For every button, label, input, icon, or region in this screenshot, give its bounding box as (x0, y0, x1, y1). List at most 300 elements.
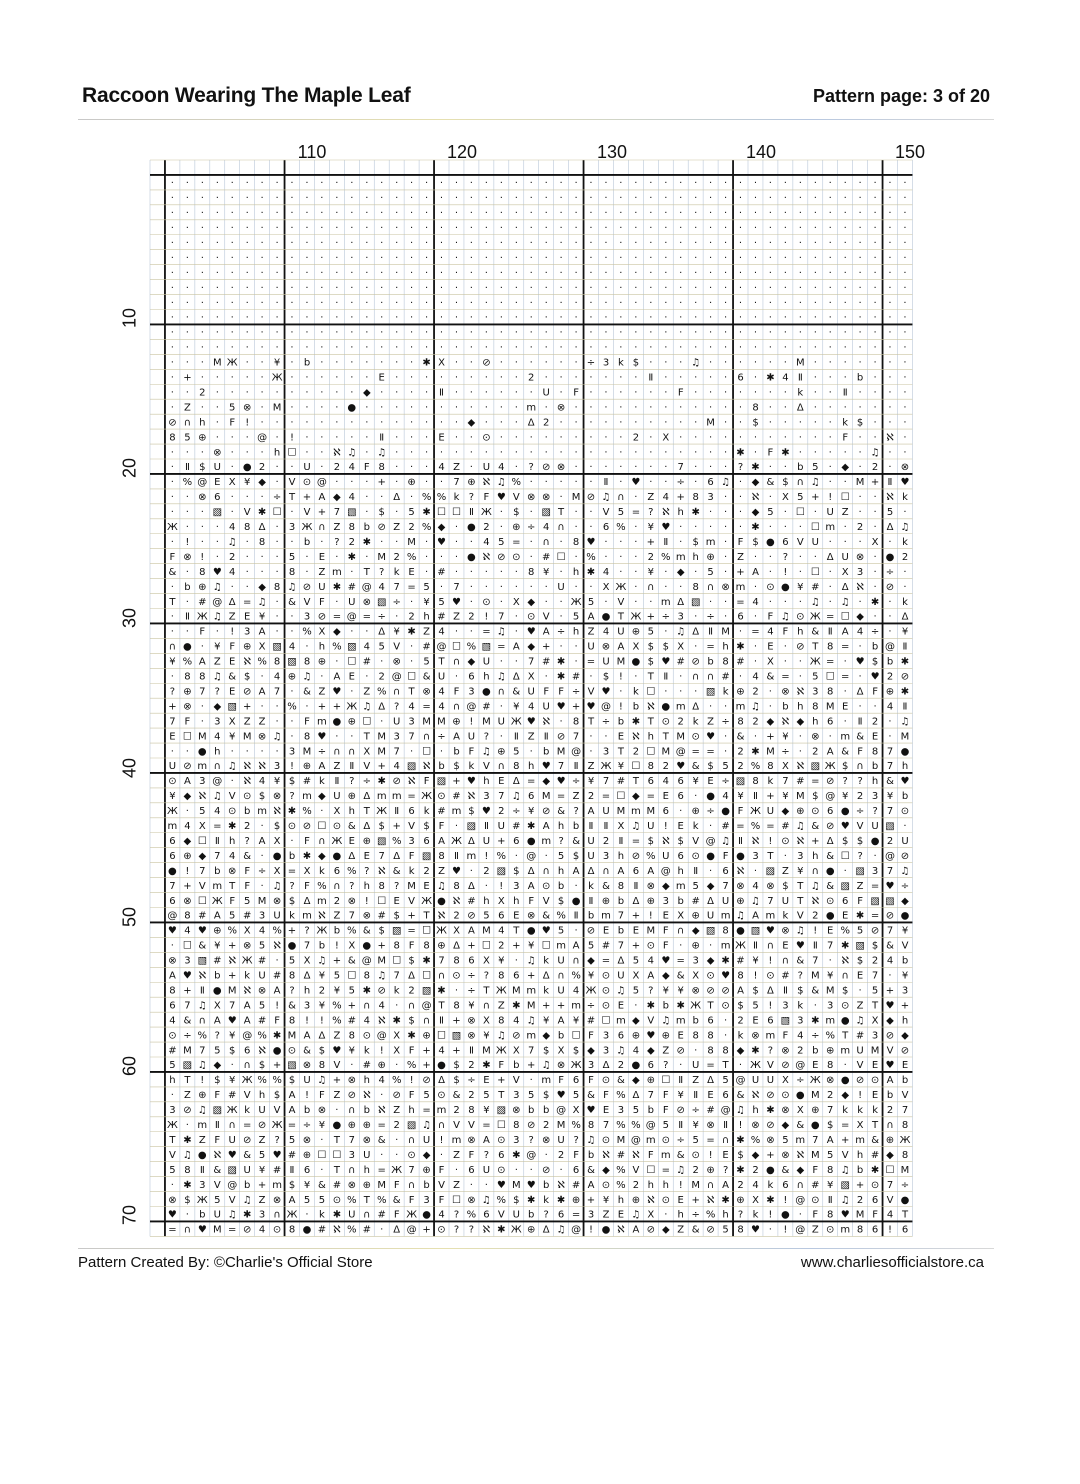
stitch-symbol: ♫ (377, 970, 387, 982)
stitch-symbol: # (452, 791, 461, 803)
stitch-symbol: · (499, 507, 503, 519)
stitch-symbol: V (482, 761, 490, 773)
stitch-symbol: · (439, 252, 444, 264)
stitch-symbol: · (185, 193, 189, 205)
stitch-symbol: V (438, 1179, 445, 1191)
stitch-symbol: · (694, 477, 698, 489)
stitch-symbol: · (350, 387, 354, 399)
stitch-symbol: 5 (632, 1105, 640, 1117)
stitch-symbol: b (617, 716, 625, 728)
stitch-symbol: Ⅱ (379, 432, 385, 444)
stitch-symbol: 2 (408, 522, 415, 533)
stitch-symbol: 2 (752, 686, 759, 698)
stitch-symbol: ✱ (556, 671, 566, 683)
stitch-symbol: 7 (901, 1105, 909, 1117)
stitch-symbol: 8 (617, 880, 625, 892)
stitch-symbol: $ (707, 761, 714, 773)
stitch-symbol: · (380, 297, 384, 309)
stitch-symbol: · (484, 267, 488, 279)
stitch-symbol: m (645, 1135, 656, 1146)
stitch-symbol: ◆ (602, 1164, 610, 1176)
stitch-symbol: F (662, 1105, 669, 1117)
stitch-symbol: M (212, 357, 222, 369)
stitch-symbol: 3 (602, 357, 610, 369)
stitch-symbol: · (290, 238, 294, 249)
stitch-symbol: · (499, 327, 503, 339)
stitch-symbol: ✱ (347, 551, 356, 563)
stitch-symbol: V (408, 895, 416, 907)
stitch-symbol: 3 (692, 955, 699, 967)
stitch-symbol: ¥ (842, 791, 849, 803)
stitch-symbol: · (454, 537, 459, 548)
stitch-symbol: b (617, 895, 625, 907)
stitch-symbol: · (664, 402, 668, 414)
stitch-symbol: A (542, 626, 550, 638)
stitch-symbol: · (664, 477, 668, 489)
stitch-symbol: 6 (169, 836, 176, 847)
stitch-symbol: · (604, 387, 608, 399)
stitch-symbol: · (559, 611, 563, 623)
stitch-symbol: · (514, 178, 518, 190)
stitch-symbol: m (660, 596, 671, 608)
stitch-symbol: 7 (453, 477, 460, 489)
stitch-symbol: E (632, 925, 640, 937)
stitch-symbol: ⊕ (452, 716, 461, 728)
stitch-symbol: ✱ (243, 1209, 252, 1221)
stitch-symbol: V (542, 895, 550, 907)
stitch-symbol: · (320, 193, 324, 205)
stitch-symbol: = (482, 626, 491, 638)
stitch-symbol: · (783, 297, 787, 309)
stitch-symbol: F (573, 1149, 579, 1161)
stitch-symbol: 6 (169, 850, 176, 862)
stitch-symbol: ∩ (796, 1179, 804, 1191)
stitch-symbol: ● (661, 701, 671, 713)
stitch-symbol: ∩ (243, 1060, 251, 1072)
stitch-symbol: X (871, 537, 879, 548)
stitch-symbol: ▧ (227, 1164, 237, 1176)
stitch-symbol: · (170, 626, 174, 638)
stitch-symbol: = (482, 1120, 491, 1131)
stitch-symbol: A (752, 566, 759, 578)
stitch-symbol: · (275, 282, 279, 294)
stitch-symbol: · (499, 447, 503, 459)
stitch-symbol: · (559, 372, 563, 384)
stitch-symbol: X (258, 641, 266, 653)
stitch-symbol: 4 (378, 1075, 385, 1087)
stitch-symbol: ¥ (602, 1194, 610, 1206)
stitch-symbol: U (168, 761, 177, 773)
stitch-symbol: b (871, 761, 879, 773)
stitch-symbol: · (365, 357, 369, 369)
stitch-symbol: · (305, 297, 309, 309)
stitch-symbol: ✱ (900, 656, 910, 668)
stitch-symbol: · (843, 686, 847, 698)
stitch-symbol: @ (675, 746, 686, 758)
stitch-symbol: 5 (348, 985, 355, 997)
stitch-symbol: T (872, 1000, 879, 1012)
stitch-symbol: 4 (438, 1209, 445, 1221)
stitch-symbol: ⊘ (512, 1030, 521, 1042)
stitch-symbol: · (200, 267, 204, 279)
stitch-symbol: 6 (647, 1060, 654, 1072)
stitch-symbol: ⊕ (706, 1164, 715, 1176)
stitch-symbol: X (228, 716, 236, 728)
stitch-symbol: ♫ (840, 1164, 850, 1176)
stitch-symbol: m (167, 821, 178, 832)
stitch-symbol: · (709, 701, 713, 713)
stitch-symbol: # (542, 656, 551, 668)
stitch-symbol: ⊗ (243, 940, 252, 952)
stitch-symbol: E (348, 671, 355, 683)
stitch-symbol: · (768, 357, 772, 369)
stitch-symbol: ⊙ (332, 821, 342, 832)
stitch-symbol: ☐ (616, 791, 626, 803)
stitch-symbol: · (439, 178, 444, 190)
stitch-symbol: Ж (510, 1224, 522, 1236)
stitch-symbol: E (677, 821, 684, 832)
stitch-symbol: 4 (378, 581, 385, 593)
stitch-symbol: Ж (735, 940, 746, 952)
stitch-symbol: · (395, 267, 399, 279)
stitch-symbol: · (604, 193, 608, 205)
stitch-symbol: M (706, 417, 715, 429)
stitch-symbol: ℵ (632, 731, 640, 743)
stitch-symbol: 3 (513, 1135, 520, 1146)
stitch-symbol: 3 (214, 716, 221, 728)
stitch-symbol: ⊗ (527, 492, 536, 504)
stitch-symbol: · (738, 477, 743, 489)
stitch-symbol: @ (316, 477, 327, 489)
stitch-symbol: ♥ (661, 522, 671, 533)
stitch-symbol: $ (543, 1090, 550, 1102)
stitch-symbol: F (498, 1060, 505, 1072)
stitch-symbol: · (200, 522, 204, 533)
stitch-symbol: · (499, 656, 503, 668)
stitch-symbol: ♥ (840, 821, 850, 832)
stitch-symbol: ? (528, 1135, 534, 1146)
stitch-symbol: ◆ (258, 477, 266, 489)
stitch-symbol: % (406, 551, 417, 563)
stitch-symbol: ● (526, 925, 536, 937)
stitch-symbol: T (184, 1075, 191, 1087)
stitch-symbol: ✱ (422, 357, 431, 369)
stitch-symbol: · (828, 402, 832, 414)
stitch-symbol: 7 (378, 850, 385, 862)
stitch-symbol: ▧ (212, 1105, 223, 1117)
stitch-symbol: V (542, 611, 550, 623)
stitch-symbol: 4 (393, 761, 400, 773)
stitch-symbol: · (694, 282, 698, 294)
stitch-symbol: · (365, 342, 369, 354)
stitch-symbol: 3 (587, 1209, 595, 1221)
stitch-symbol: & (811, 821, 820, 832)
stitch-symbol: M (482, 1045, 491, 1057)
stitch-symbol: 4 (722, 791, 729, 803)
stitch-symbol: X (228, 477, 236, 489)
stitch-symbol: 5 (423, 581, 430, 593)
stitch-symbol: 3 (184, 955, 191, 967)
stitch-symbol: m (616, 1015, 626, 1027)
stitch-symbol: · (709, 238, 713, 249)
stitch-symbol: E (423, 880, 430, 892)
stitch-symbol: 7 (498, 611, 505, 623)
stitch-symbol: T (169, 1135, 176, 1146)
stitch-symbol: + (168, 701, 177, 713)
stitch-symbol: ⊕ (198, 581, 207, 593)
stitch-symbol: A (572, 865, 580, 877)
stitch-symbol: · (888, 372, 892, 384)
stitch-symbol: $ (453, 761, 460, 773)
stitch-symbol: · (604, 417, 608, 429)
stitch-symbol: ∩ (273, 1209, 281, 1221)
stitch-symbol: 2 (632, 432, 640, 444)
stitch-symbol: ⊘ (542, 1164, 551, 1176)
stitch-symbol: · (768, 402, 772, 414)
stitch-symbol: 2 (812, 746, 819, 758)
stitch-symbol: 3 (871, 865, 879, 877)
stitch-symbol: ♫ (736, 1105, 745, 1117)
stitch-symbol: · (320, 432, 324, 444)
stitch-symbol: ! (334, 940, 339, 952)
stitch-symbol: ⊘ (766, 1090, 775, 1102)
stitch-symbol: · (753, 865, 758, 877)
stitch-symbol: % (496, 850, 507, 862)
stitch-symbol: ◆ (467, 417, 476, 429)
stitch-symbol: 2 (856, 1194, 864, 1206)
stitch-symbol: ⊗ (542, 1135, 551, 1146)
stitch-symbol: · (200, 282, 204, 294)
stitch-symbol: ◆ (751, 1149, 760, 1161)
row-tick-60: 60 (119, 1055, 140, 1077)
stitch-symbol: ⊙ (766, 970, 775, 982)
stitch-symbol: Ж (809, 611, 821, 623)
stitch-symbol: ● (601, 611, 611, 623)
stitch-symbol: F (408, 940, 415, 952)
stitch-symbol: · (215, 297, 219, 309)
stitch-symbol: % (571, 970, 581, 982)
stitch-symbol: 8 (169, 985, 176, 997)
stitch-symbol: · (589, 297, 593, 309)
stitch-symbol: · (529, 1075, 533, 1087)
stitch-symbol: · (753, 551, 758, 563)
stitch-symbol: A (632, 1224, 640, 1236)
stitch-symbol: · (529, 267, 533, 279)
stitch-symbol: Δ (438, 1075, 445, 1087)
stitch-symbol: ! (858, 1090, 863, 1102)
stitch-symbol: 5 (752, 1000, 759, 1012)
stitch-symbol: ⊙ (721, 1000, 730, 1012)
stitch-symbol: X (512, 1045, 520, 1057)
stitch-symbol: ✱ (392, 1015, 401, 1027)
stitch-symbol: ! (768, 955, 773, 967)
stitch-symbol: M (661, 746, 671, 758)
stitch-symbol: # (512, 821, 521, 832)
stitch-symbol: · (574, 282, 578, 294)
stitch-symbol: · (619, 193, 623, 205)
stitch-symbol: · (454, 447, 459, 459)
stitch-symbol: = (601, 955, 611, 967)
stitch-symbol: b (543, 1105, 550, 1117)
stitch-symbol: 2 (737, 746, 744, 758)
stitch-symbol: A (722, 1179, 730, 1191)
stitch-symbol: · (574, 581, 578, 593)
stitch-symbol: m (675, 1015, 686, 1027)
stitch-symbol: · (425, 372, 429, 384)
stitch-symbol: ℵ (542, 716, 550, 728)
stitch-symbol: 2 (333, 462, 341, 474)
stitch-symbol: · (724, 267, 728, 279)
stitch-symbol: # (377, 1209, 386, 1221)
stitch-symbol: · (395, 252, 399, 264)
stitch-symbol: ⊗ (168, 955, 177, 967)
stitch-symbol: ● (721, 806, 730, 818)
stitch-symbol: ☐ (422, 970, 432, 982)
stitch-symbol: ▧ (436, 776, 447, 788)
stitch-symbol: ¥ (677, 1090, 684, 1102)
stitch-symbol: · (215, 387, 219, 399)
stitch-symbol: b (692, 1015, 699, 1027)
stitch-symbol: $ (797, 985, 804, 997)
stitch-symbol: ⊕ (497, 746, 506, 758)
stitch-symbol: · (813, 507, 817, 519)
stitch-symbol: ⊕ (317, 656, 327, 668)
stitch-symbol: Z (737, 551, 744, 563)
stitch-symbol: ? (797, 970, 803, 982)
stitch-symbol: b (513, 1060, 520, 1072)
stitch-symbol: 3 (513, 880, 520, 892)
stitch-symbol: · (454, 626, 459, 638)
stitch-symbol: ✱ (676, 1000, 685, 1012)
stitch-symbol: ☐ (392, 955, 402, 967)
stitch-symbol: · (335, 387, 339, 399)
stitch-symbol: m (765, 1030, 776, 1042)
stitch-symbol: T (438, 656, 445, 668)
stitch-symbol: + (183, 880, 192, 892)
stitch-symbol: ⊗ (781, 1105, 790, 1117)
stitch-symbol: $ (318, 1045, 326, 1057)
stitch-symbol: ♫ (197, 1000, 207, 1012)
stitch-symbol: ● (840, 1015, 850, 1027)
stitch-symbol: 5 (767, 507, 774, 519)
stitch-symbol: ⊙ (870, 1179, 880, 1191)
stitch-symbol: ? (349, 776, 355, 788)
stitch-symbol: ℵ (467, 791, 476, 803)
stitch-symbol: ⊗ (362, 910, 371, 922)
stitch-symbol: ¥ (498, 955, 505, 967)
stitch-symbol: · (694, 432, 698, 444)
stitch-symbol: % (646, 850, 656, 862)
stitch-symbol: @ (630, 1135, 641, 1146)
stitch-symbol: F (304, 716, 310, 728)
stitch-symbol: h (677, 865, 684, 877)
stitch-symbol: · (514, 208, 518, 220)
stitch-symbol: b (662, 1000, 669, 1012)
stitch-symbol: h (273, 447, 281, 459)
stitch-symbol: ∩ (497, 761, 505, 773)
stitch-symbol: · (365, 372, 369, 384)
stitch-symbol: A (303, 1030, 311, 1042)
stitch-symbol: · (275, 267, 279, 279)
stitch-symbol: · (694, 791, 698, 803)
stitch-symbol: ♥ (481, 806, 491, 818)
stitch-symbol: ⊘ (542, 462, 551, 474)
stitch-symbol: · (305, 178, 309, 190)
stitch-symbol: · (320, 537, 324, 548)
stitch-symbol: b (812, 1045, 819, 1057)
stitch-symbol: Z (318, 566, 326, 578)
stitch-symbol: ♥ (721, 970, 731, 982)
stitch-symbol: ¥ (528, 806, 535, 818)
stitch-symbol: ℵ (318, 910, 326, 922)
stitch-symbol: h (722, 1209, 729, 1221)
stitch-symbol: · (380, 252, 384, 264)
stitch-symbol: ⊕ (691, 940, 700, 952)
stitch-symbol: · (544, 1149, 548, 1161)
stitch-symbol: ⊙ (900, 806, 910, 818)
stitch-symbol: · (230, 282, 234, 294)
stitch-symbol: & (691, 1224, 700, 1236)
stitch-symbol: · (365, 327, 369, 339)
stitch-symbol: ✱ (586, 566, 596, 578)
stitch-symbol: · (649, 417, 653, 429)
stitch-symbol: ¥ (244, 477, 251, 489)
stitch-symbol: V (243, 1090, 251, 1102)
stitch-symbol: · (320, 402, 324, 414)
stitch-symbol: ● (212, 985, 222, 997)
stitch-symbol: M (616, 1135, 626, 1146)
stitch-symbol: U (602, 806, 610, 818)
stitch-symbol: ⊘ (870, 925, 880, 937)
stitch-symbol: · (768, 1224, 772, 1236)
stitch-symbol: ⊗ (601, 641, 611, 653)
stitch-symbol: · (724, 282, 728, 294)
stitch-symbol: · (514, 432, 518, 444)
stitch-symbol: ◆ (646, 1045, 655, 1057)
stitch-symbol: ? (573, 1135, 579, 1146)
stitch-symbol: · (768, 342, 772, 354)
stitch-symbol: ● (766, 1164, 775, 1176)
stitch-symbol: · (469, 387, 473, 399)
stitch-symbol: 4 (602, 566, 610, 578)
stitch-symbol: ⊘ (527, 1120, 536, 1131)
stitch-symbol: @ (556, 1105, 567, 1117)
stitch-symbol: · (649, 312, 653, 324)
stitch-symbol: $ (453, 1075, 460, 1087)
stitch-symbol: · (813, 1000, 817, 1012)
stitch-symbol: ? (468, 492, 475, 504)
stitch-symbol: ℵ (662, 507, 670, 519)
stitch-symbol: · (574, 402, 578, 414)
stitch-symbol: · (350, 297, 354, 309)
stitch-symbol: 5 (722, 761, 729, 773)
stitch-symbol: · (185, 626, 189, 638)
stitch-symbol: = (631, 836, 641, 847)
stitch-symbol: + (272, 1060, 282, 1072)
stitch-symbol: ◆ (661, 880, 670, 892)
stitch-symbol: & (886, 776, 894, 788)
stitch-symbol: ℵ (377, 1015, 386, 1027)
stitch-symbol: · (245, 252, 249, 264)
stitch-symbol: ÷ (512, 806, 521, 818)
stitch-symbol: Z (183, 402, 191, 414)
stitch-symbol: · (858, 507, 862, 519)
stitch-symbol: ◆ (901, 1030, 909, 1042)
stitch-symbol: U (213, 1209, 221, 1221)
stitch-symbol: Z (333, 1090, 341, 1102)
stitch-symbol: · (544, 178, 548, 190)
stitch-symbol: Δ (363, 791, 371, 803)
